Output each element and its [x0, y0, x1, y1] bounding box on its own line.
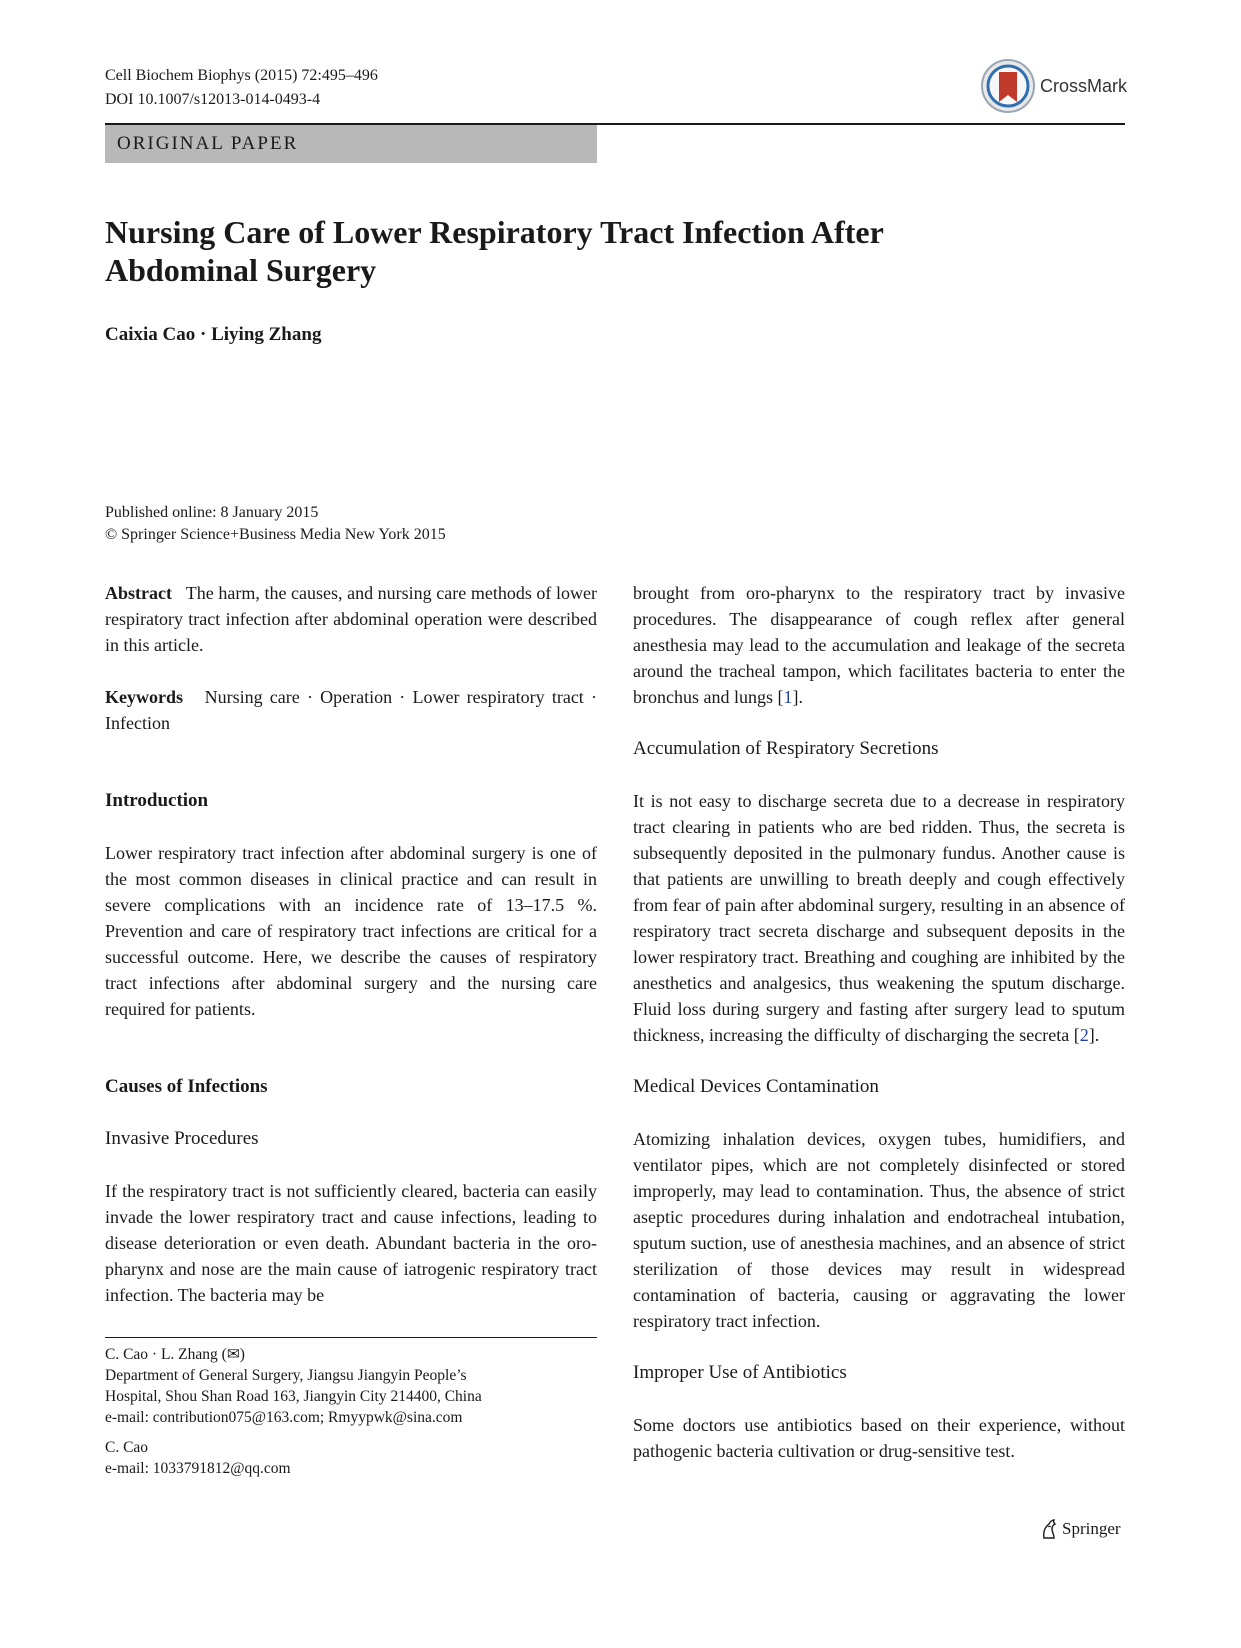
devices-paragraph: Atomizing inhalation devices, oxygen tubes, humidifiers, and ventilator pipes, which are not completely disinfected or stored improperly, may lead to contamination. Thus, the absence of strict aseptic procedures during inhalation and endotracheal intubation, sputum suction, use of anesthesia machines, and an absence of strict sterilization of those devices may result in widespread contamination of bacteria, causing or aggravating the lower respiratory tract infection. [633, 1129, 1125, 1331]
footnote-affiliation-1: Department of General Surgery, Jiangsu Jiangyin People’s [105, 1367, 467, 1384]
springer-label: Springer [1062, 1519, 1121, 1538]
author-list[interactable]: Caixia Cao · Liying Zhang [105, 324, 322, 345]
doi[interactable]: DOI 10.1007/s12013-014-0493-4 [105, 91, 321, 108]
publication-info [105, 502, 446, 546]
citation-link[interactable]: 1 [783, 687, 793, 707]
copyright-line: © Springer Science+Business Media New York 2015 [105, 526, 446, 543]
springer-horse-icon [1040, 1518, 1058, 1540]
citation-close: ]. [792, 687, 803, 707]
section-badge [105, 125, 597, 163]
left-column [105, 580, 597, 1308]
crossmark-badge[interactable] [980, 58, 1130, 118]
footnote-authors: C. Cao · L. Zhang (✉) [105, 1346, 245, 1363]
accumulation-paragraph [633, 788, 1125, 1048]
author-footnote [105, 1344, 597, 1479]
subsection-heading-accumulation: Accumulation of Respiratory Secretions [633, 738, 939, 759]
introduction-paragraph: Lower respiratory tract infection after abdominal surgery is one of the most common diseases in clinical practice and can result in severe complications with an incidence rate of 13–17.5 %. Prevention and care of respiratory tract infections are critical for a successful outcome. Here, we describe the causes of respiratory tract infections after abdominal surgery and the nursing care required for patients. [105, 843, 597, 1019]
antibiotics-paragraph: Some doctors use antibiotics based on their experience, without pathogenic bacteria cultivation or drug-sensitive test. [633, 1415, 1125, 1461]
footnote-author-2: C. Cao [105, 1439, 149, 1456]
keywords-text: Nursing care · Operation · Lower respiratory tract · Infection [105, 687, 597, 733]
accumulation-text: It is not easy to discharge secreta due to a decrease in respiratory tract clearing in patients who are bed ridden. Thus, the secreta is subsequently deposited in the pulmonary fundus. Another cause is that patients are unwilling to breath deeply and cough effectively from fear of pain after abdominal surgery, resulting in an absence of respiratory tract secreta discharge and subsequent deposits in the lower respiratory tract. Breathing and coughing are inhibited by the anesthetics and analgesics, thus weakening the sputum discharge. Fluid loss during surgery and fasting after surgery lead to sputum thickness, increasing the difficulty of discharging the secreta [ [633, 791, 1125, 1045]
abstract [105, 580, 597, 658]
abstract-label: Abstract [105, 583, 172, 603]
invasive-paragraph: If the respiratory tract is not sufficiently cleared, bacteria can easily invade the lower respiratory tract and cause infections, leading to disease deterioration or even death. Abundant bacteria in the oro-pharynx and nose are the main cause of iatrogenic respiratory tract infection. The bacteria may be [105, 1181, 597, 1305]
section-label: ORIGINAL PAPER [117, 133, 299, 154]
citation-link[interactable]: 2 [1079, 1025, 1089, 1045]
footnote-rule [105, 1337, 597, 1338]
footnote-email-2[interactable]: e-mail: 1033791812@qq.com [105, 1460, 291, 1477]
continued-text: brought from oro-pharynx to the respiratory tract by invasive procedures. The disappearance of cough reflex after general anesthesia may lead to the accumulation and leakage of the secreta around the tracheal tampon, which facilitates bacteria to enter the bronchus and lungs [ [633, 583, 1125, 707]
continued-paragraph [633, 580, 1125, 710]
journal-citation: Cell Biochem Biophys (2015) 72:495–496 [105, 67, 378, 84]
springer-logo [1040, 1517, 1135, 1543]
section-heading-introduction: Introduction [105, 790, 209, 811]
journal-reference [105, 64, 378, 112]
footnote-affiliation-2: Hospital, Shou Shan Road 163, Jiangyin City 214400, China [105, 1388, 482, 1405]
subsection-heading-antibiotics: Improper Use of Antibiotics [633, 1362, 847, 1383]
crossmark-label: CrossMark [1040, 76, 1128, 96]
article-title: Nursing Care of Lower Respiratory Tract Infection After Abdominal Surgery [105, 214, 884, 288]
abstract-text: The harm, the causes, and nursing care methods of lower respiratory tract infection after abdominal operation were described in this article. [105, 583, 597, 655]
footnote-email-1[interactable]: e-mail: contribution075@163.com; Rmyypwk@sina.com [105, 1409, 463, 1426]
published-date: Published online: 8 January 2015 [105, 504, 319, 521]
crossmark-logo-icon [980, 58, 1036, 114]
right-column [633, 580, 1125, 1464]
subsection-heading-devices: Medical Devices Contamination [633, 1076, 879, 1097]
keywords [105, 684, 597, 736]
subsection-heading-invasive: Invasive Procedures [105, 1128, 259, 1149]
citation-close: ]. [1088, 1025, 1100, 1045]
section-heading-causes: Causes of Infections [105, 1076, 268, 1097]
keywords-label: Keywords [105, 687, 183, 707]
